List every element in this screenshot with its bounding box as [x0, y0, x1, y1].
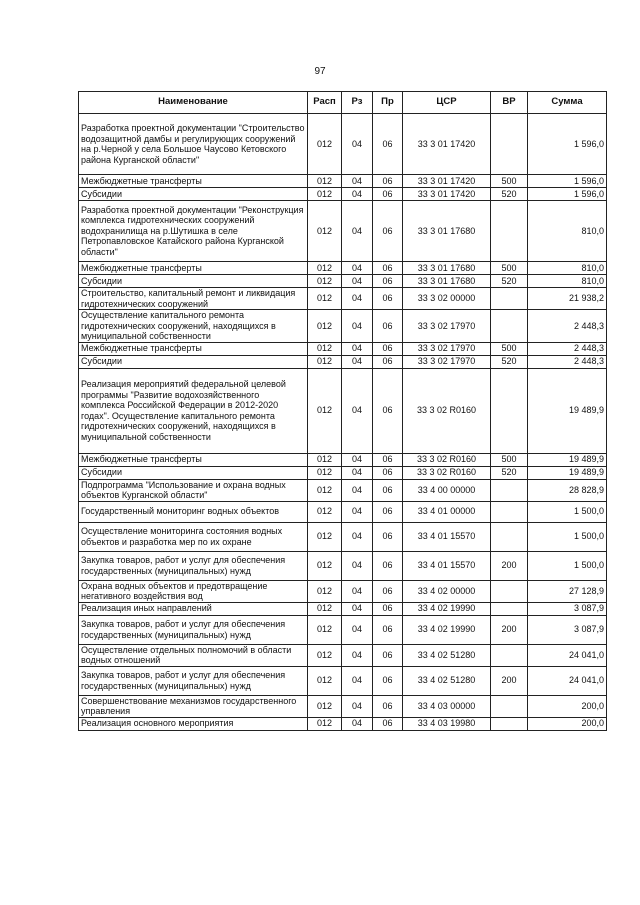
cell-name: Закупка товаров, работ и услуг для обеспечения государственных (муниципальных) нужд: [79, 666, 308, 695]
table-row: [79, 695, 607, 717]
cell-vr: 500: [491, 342, 528, 355]
cell-pr: 06: [373, 275, 403, 288]
cell-name: Совершенствование механизмов государственного управления: [79, 695, 308, 717]
page-number: 97: [314, 66, 326, 77]
cell-rz: 04: [342, 615, 373, 644]
cell-pr: 06: [373, 453, 403, 466]
cell-vr: 200: [491, 551, 528, 580]
cell-pr: 06: [373, 175, 403, 188]
cell-sum: 200,0: [528, 695, 607, 717]
cell-csr: 33 4 02 19990: [403, 615, 491, 644]
table-row: [79, 666, 607, 695]
cell-vr: [491, 288, 528, 310]
cell-rasp: 012: [308, 695, 342, 717]
table-header-row: [79, 92, 607, 114]
cell-sum: 24 041,0: [528, 666, 607, 695]
cell-rz: 04: [342, 501, 373, 522]
cell-pr: 06: [373, 310, 403, 343]
cell-csr: 33 4 01 15570: [403, 522, 491, 551]
cell-csr: 33 4 02 19990: [403, 602, 491, 615]
cell-pr: 06: [373, 602, 403, 615]
cell-rasp: 012: [308, 666, 342, 695]
table-row: [79, 114, 607, 175]
cell-rasp: 012: [308, 188, 342, 201]
cell-vr: 520: [491, 275, 528, 288]
cell-pr: 06: [373, 580, 403, 602]
cell-sum: 1 500,0: [528, 551, 607, 580]
cell-name: Субсидии: [79, 355, 308, 368]
cell-csr: 33 4 03 19980: [403, 717, 491, 730]
cell-rasp: 012: [308, 310, 342, 343]
table-row: [79, 717, 607, 730]
cell-rz: 04: [342, 453, 373, 466]
cell-rasp: 012: [308, 114, 342, 175]
cell-rz: 04: [342, 695, 373, 717]
cell-pr: 06: [373, 114, 403, 175]
cell-sum: 1 596,0: [528, 188, 607, 201]
header-pr: Пр: [373, 92, 403, 114]
cell-csr: 33 4 02 00000: [403, 580, 491, 602]
cell-rasp: 012: [308, 288, 342, 310]
cell-rz: 04: [342, 580, 373, 602]
header-name: Наименование: [79, 92, 308, 114]
cell-vr: 500: [491, 453, 528, 466]
cell-vr: [491, 501, 528, 522]
cell-pr: 06: [373, 615, 403, 644]
cell-name: Осуществление отдельных полномочий в области водных отношений: [79, 644, 308, 666]
cell-vr: [491, 580, 528, 602]
cell-csr: 33 4 01 15570: [403, 551, 491, 580]
table-row: [79, 288, 607, 310]
cell-sum: 28 828,9: [528, 479, 607, 501]
table-row: [79, 310, 607, 343]
cell-rz: 04: [342, 644, 373, 666]
header-sum: Сумма: [528, 92, 607, 114]
cell-rasp: 012: [308, 501, 342, 522]
cell-csr: 33 3 01 17420: [403, 114, 491, 175]
cell-csr: 33 3 02 17970: [403, 342, 491, 355]
cell-sum: 3 087,9: [528, 602, 607, 615]
cell-rz: 04: [342, 355, 373, 368]
header-csr: ЦСР: [403, 92, 491, 114]
cell-rasp: 012: [308, 644, 342, 666]
cell-rasp: 012: [308, 201, 342, 262]
table-row: [79, 580, 607, 602]
header-rz: Рз: [342, 92, 373, 114]
cell-vr: 200: [491, 615, 528, 644]
cell-name: Реализация иных направлений: [79, 602, 308, 615]
cell-rasp: 012: [308, 580, 342, 602]
table-row: [79, 501, 607, 522]
cell-rasp: 012: [308, 355, 342, 368]
cell-csr: 33 4 02 51280: [403, 666, 491, 695]
cell-name: Закупка товаров, работ и услуг для обеспечения государственных (муниципальных) нужд: [79, 615, 308, 644]
cell-vr: 520: [491, 188, 528, 201]
cell-rz: 04: [342, 368, 373, 453]
cell-name: Субсидии: [79, 275, 308, 288]
cell-rz: 04: [342, 114, 373, 175]
cell-rz: 04: [342, 717, 373, 730]
cell-name: Государственный мониторинг водных объектов: [79, 501, 308, 522]
table-row: [79, 602, 607, 615]
cell-pr: 06: [373, 466, 403, 479]
cell-pr: 06: [373, 717, 403, 730]
cell-sum: 21 938,2: [528, 288, 607, 310]
cell-pr: 06: [373, 501, 403, 522]
header-vr: ВР: [491, 92, 528, 114]
cell-sum: 2 448,3: [528, 355, 607, 368]
cell-csr: 33 3 02 00000: [403, 288, 491, 310]
cell-csr: 33 4 03 00000: [403, 695, 491, 717]
cell-csr: 33 3 02 R0160: [403, 453, 491, 466]
cell-csr: 33 3 01 17680: [403, 262, 491, 275]
cell-sum: 24 041,0: [528, 644, 607, 666]
cell-csr: 33 4 02 51280: [403, 644, 491, 666]
cell-sum: 810,0: [528, 201, 607, 262]
cell-name: Осуществление капитального ремонта гидротехнических сооружений, находящихся в муниципальной собственности: [79, 310, 308, 343]
cell-pr: 06: [373, 479, 403, 501]
cell-sum: 19 489,9: [528, 453, 607, 466]
cell-rasp: 012: [308, 615, 342, 644]
cell-name: Строительство, капитальный ремонт и ликвидация гидротехнических сооружений: [79, 288, 308, 310]
cell-pr: 06: [373, 368, 403, 453]
cell-rz: 04: [342, 479, 373, 501]
cell-rasp: 012: [308, 522, 342, 551]
cell-name: Субсидии: [79, 188, 308, 201]
table-row: [79, 479, 607, 501]
table-row: [79, 368, 607, 453]
cell-rasp: 012: [308, 262, 342, 275]
table-row: [79, 453, 607, 466]
cell-rasp: 012: [308, 453, 342, 466]
cell-vr: [491, 644, 528, 666]
cell-pr: 06: [373, 644, 403, 666]
cell-rz: 04: [342, 262, 373, 275]
cell-vr: [491, 602, 528, 615]
cell-vr: 500: [491, 262, 528, 275]
cell-name: Межбюджетные трансферты: [79, 453, 308, 466]
cell-rasp: 012: [308, 466, 342, 479]
cell-vr: [491, 522, 528, 551]
cell-rasp: 012: [308, 275, 342, 288]
cell-rasp: 012: [308, 368, 342, 453]
cell-sum: 2 448,3: [528, 342, 607, 355]
cell-rz: 04: [342, 342, 373, 355]
cell-pr: 06: [373, 551, 403, 580]
cell-pr: 06: [373, 666, 403, 695]
table-row: [79, 551, 607, 580]
table-row: [79, 355, 607, 368]
cell-sum: 1 500,0: [528, 501, 607, 522]
cell-csr: 33 3 01 17420: [403, 188, 491, 201]
cell-rz: 04: [342, 201, 373, 262]
table-row: [79, 175, 607, 188]
cell-csr: 33 3 02 17970: [403, 355, 491, 368]
cell-vr: 520: [491, 355, 528, 368]
cell-vr: [491, 479, 528, 501]
cell-sum: 27 128,9: [528, 580, 607, 602]
cell-vr: [491, 114, 528, 175]
cell-vr: [491, 201, 528, 262]
cell-rz: 04: [342, 310, 373, 343]
table-row: [79, 262, 607, 275]
cell-sum: 19 489,9: [528, 466, 607, 479]
cell-csr: 33 3 01 17680: [403, 275, 491, 288]
cell-sum: 19 489,9: [528, 368, 607, 453]
cell-name: Реализация основного мероприятия: [79, 717, 308, 730]
header-rasp: Расп: [308, 92, 342, 114]
cell-sum: 1 500,0: [528, 522, 607, 551]
cell-name: Подпрограмма "Использование и охрана водных объектов Курганской области": [79, 479, 308, 501]
cell-name: Разработка проектной документации "Строительство водозащитной дамбы и регулирующих сооружений на р.Черной у села Большое Чаусово Кетовского района Курганской области": [79, 114, 308, 175]
cell-vr: [491, 695, 528, 717]
cell-name: Субсидии: [79, 466, 308, 479]
cell-name: Межбюджетные трансферты: [79, 262, 308, 275]
cell-rasp: 012: [308, 175, 342, 188]
cell-sum: 1 596,0: [528, 175, 607, 188]
cell-csr: 33 4 00 00000: [403, 479, 491, 501]
cell-sum: 1 596,0: [528, 114, 607, 175]
cell-rasp: 012: [308, 717, 342, 730]
cell-pr: 06: [373, 342, 403, 355]
budget-table: [78, 91, 607, 731]
table-row: [79, 188, 607, 201]
cell-sum: 810,0: [528, 262, 607, 275]
cell-rz: 04: [342, 275, 373, 288]
cell-rasp: 012: [308, 479, 342, 501]
cell-csr: 33 3 01 17680: [403, 201, 491, 262]
cell-name: Межбюджетные трансферты: [79, 175, 308, 188]
cell-name: Осуществление мониторинга состояния водных объектов и разработка мер по их охране: [79, 522, 308, 551]
table-row: [79, 201, 607, 262]
table-row: [79, 644, 607, 666]
cell-rz: 04: [342, 602, 373, 615]
cell-pr: 06: [373, 188, 403, 201]
cell-sum: 2 448,3: [528, 310, 607, 343]
cell-rz: 04: [342, 522, 373, 551]
cell-name: Межбюджетные трансферты: [79, 342, 308, 355]
cell-vr: [491, 368, 528, 453]
cell-sum: 200,0: [528, 717, 607, 730]
cell-name: Реализация мероприятий федеральной целевой программы "Развитие водохозяйственного комплекса Российской Федерации в 2012-2020 годах". Осуществление капитального ремонта гидротехнических сооружений, находящихся в муниципальной собственности: [79, 368, 308, 453]
cell-rz: 04: [342, 466, 373, 479]
cell-rasp: 012: [308, 602, 342, 615]
cell-pr: 06: [373, 262, 403, 275]
cell-vr: [491, 310, 528, 343]
cell-vr: 200: [491, 666, 528, 695]
cell-rz: 04: [342, 188, 373, 201]
cell-csr: 33 3 02 R0160: [403, 368, 491, 453]
cell-sum: 3 087,9: [528, 615, 607, 644]
table-row: [79, 466, 607, 479]
cell-csr: 33 4 01 00000: [403, 501, 491, 522]
table-row: [79, 342, 607, 355]
cell-csr: 33 3 01 17420: [403, 175, 491, 188]
table-row: [79, 615, 607, 644]
cell-rz: 04: [342, 288, 373, 310]
cell-pr: 06: [373, 355, 403, 368]
cell-name: Закупка товаров, работ и услуг для обеспечения государственных (муниципальных) нужд: [79, 551, 308, 580]
cell-pr: 06: [373, 201, 403, 262]
cell-vr: [491, 717, 528, 730]
cell-name: Разработка проектной документации "Реконструкция комплекса гидротехнических сооружений водохранилища на р.Шутишка в селе Петропавловское Катайского района Курганской области": [79, 201, 308, 262]
table-row: [79, 522, 607, 551]
cell-sum: 810,0: [528, 275, 607, 288]
table-row: [79, 275, 607, 288]
table-body: [79, 114, 607, 731]
cell-rz: 04: [342, 666, 373, 695]
cell-vr: 500: [491, 175, 528, 188]
cell-rz: 04: [342, 175, 373, 188]
cell-pr: 06: [373, 288, 403, 310]
cell-pr: 06: [373, 522, 403, 551]
cell-rasp: 012: [308, 342, 342, 355]
cell-csr: 33 3 02 R0160: [403, 466, 491, 479]
cell-rz: 04: [342, 551, 373, 580]
cell-name: Охрана водных объектов и предотвращение негативного воздействия вод: [79, 580, 308, 602]
cell-pr: 06: [373, 695, 403, 717]
cell-vr: 520: [491, 466, 528, 479]
cell-csr: 33 3 02 17970: [403, 310, 491, 343]
cell-rasp: 012: [308, 551, 342, 580]
